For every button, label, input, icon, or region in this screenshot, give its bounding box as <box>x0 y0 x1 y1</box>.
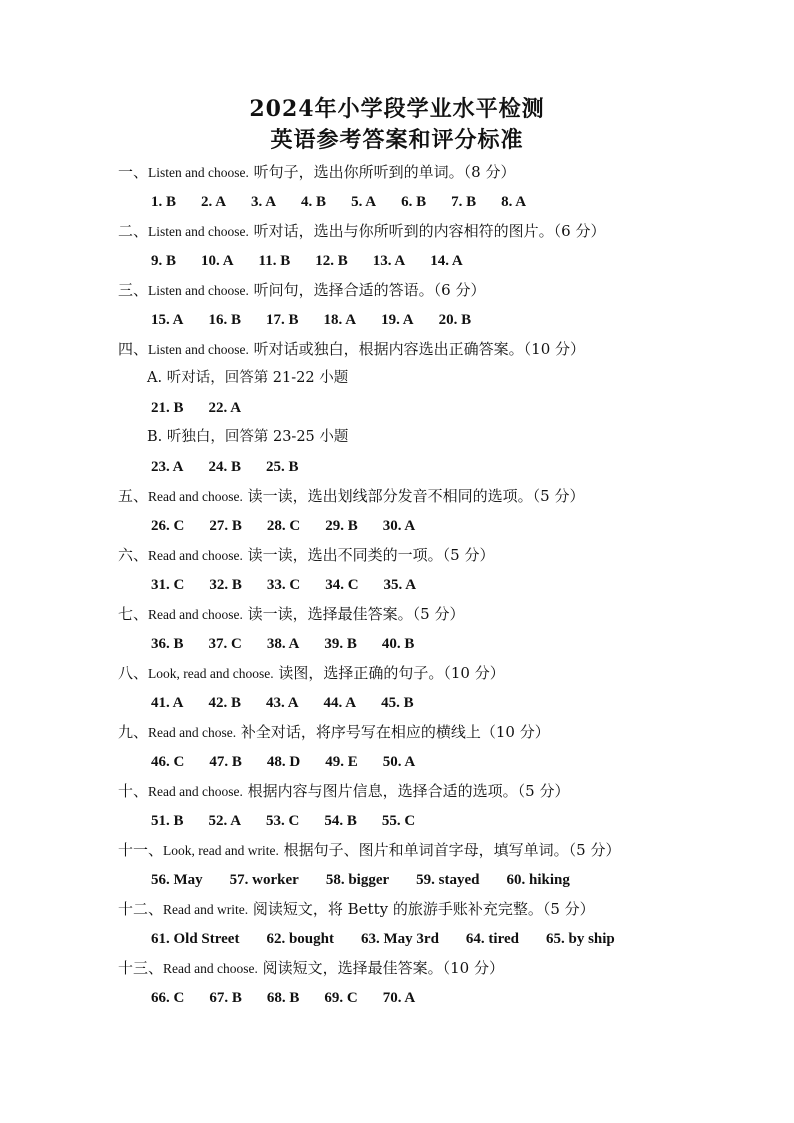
answer-item: 45. B <box>381 695 414 711</box>
section-instruction-zh: 听句子，选出你所听到的单词。（8 分） <box>253 163 516 181</box>
answer-item: 58. bigger <box>325 872 390 888</box>
answer-item: 9. B <box>151 253 177 269</box>
answer-item: 40. B <box>381 636 415 652</box>
section-instruction-en: Read and choose. <box>148 489 243 504</box>
section-instruction-en: Look, read and choose. <box>148 666 274 681</box>
answer-item: 1. B <box>151 194 177 210</box>
answer-item: 50. A <box>382 754 416 770</box>
section-heading <box>118 836 718 865</box>
answer-row <box>118 511 718 541</box>
answer-row <box>118 983 718 1013</box>
answer-item: 15. A <box>151 312 184 328</box>
section-instruction-zh: 根据内容与图片信息，选择合适的选项。（5 分） <box>247 782 570 800</box>
answer-item: 39. B <box>324 636 357 652</box>
answer-item: 53. C <box>266 813 300 829</box>
answer-item: 23. A <box>151 459 184 475</box>
section-heading <box>118 217 718 246</box>
section-number: 一、 <box>118 163 149 181</box>
answer-item: 54. B <box>324 813 357 829</box>
section-instruction-en: Listen and choose. <box>148 342 249 357</box>
answer-item: 49. E <box>325 754 358 770</box>
section-heading <box>118 895 718 924</box>
section-number: 十一、 <box>118 841 164 859</box>
answer-row <box>118 747 718 777</box>
answer-item: 66. C <box>151 990 185 1006</box>
answer-item: 34. C <box>325 577 359 593</box>
answer-row <box>118 924 718 954</box>
answer-row <box>118 305 718 335</box>
section-number: 三、 <box>118 281 149 299</box>
answer-item: 13. A <box>372 253 406 269</box>
answer-item: 42. B <box>208 695 242 711</box>
answer-item: 32. B <box>209 577 242 593</box>
answer-item: 10. A <box>201 253 234 269</box>
answer-item: 20. B <box>438 312 472 328</box>
subsection-heading: B. 听独白，回答第 23-25 小题 <box>147 429 349 445</box>
answer-item: 52. A <box>208 813 242 829</box>
section-instruction-en: Listen and choose. <box>148 283 249 298</box>
section-number: 十、 <box>118 782 149 800</box>
section-instruction-zh: 听对话或独白，根据内容选出正确答案。（10 分） <box>253 340 586 358</box>
section-number: 九、 <box>118 723 149 741</box>
answer-item: 19. A <box>381 312 414 328</box>
section-instruction-en: Read and write. <box>163 902 249 917</box>
section-number: 七、 <box>118 605 149 623</box>
answer-item: 3. A <box>251 194 277 210</box>
answer-row <box>118 865 718 895</box>
answer-item: 35. A <box>383 577 417 593</box>
section-heading <box>118 954 718 983</box>
section-instruction-zh: 读一读，选择最佳答案。（5 分） <box>247 605 465 623</box>
answer-row <box>118 629 718 659</box>
answer-item: 2. A <box>201 194 227 210</box>
answer-item: 12. B <box>315 253 348 269</box>
section-number: 八、 <box>118 664 149 682</box>
section-number: 五、 <box>118 487 149 505</box>
answer-item: 16. B <box>208 312 242 328</box>
answer-item: 67. B <box>209 990 242 1006</box>
answer-item: 69. C <box>324 990 358 1006</box>
answer-item: 62. bought <box>266 931 334 947</box>
answer-item: 8. A <box>501 194 527 210</box>
answer-item: 37. C <box>208 636 242 652</box>
answer-row <box>118 688 718 718</box>
subsection-heading: A. 听对话，回答第 21-22 小题 <box>147 370 349 386</box>
answer-item: 25. B <box>266 459 299 475</box>
section-heading <box>118 777 718 806</box>
answer-item: 64. tired <box>465 931 519 947</box>
section-heading <box>118 659 718 688</box>
answer-item: 65. by ship <box>545 931 615 947</box>
section-heading <box>118 600 718 629</box>
section-heading <box>118 335 718 364</box>
answer-item: 27. B <box>209 518 242 534</box>
answer-item: 41. A <box>151 695 184 711</box>
answer-item: 44. A <box>323 695 357 711</box>
answer-item: 7. B <box>451 194 477 210</box>
section-instruction-en: Read and choose. <box>163 961 258 976</box>
answer-item: 63. May 3rd <box>361 931 439 947</box>
answer-row <box>118 246 718 276</box>
section-heading <box>118 276 718 305</box>
answer-row <box>118 393 718 423</box>
answer-item: 70. A <box>382 990 416 1006</box>
section-instruction-en: Listen and choose. <box>148 165 249 180</box>
answer-item: 6. B <box>401 194 427 210</box>
section-heading <box>118 158 718 187</box>
answer-item: 38. A <box>266 636 300 652</box>
section-instruction-en: Read and chose. <box>148 725 237 740</box>
answer-row <box>118 806 718 836</box>
section-number: 四、 <box>118 340 149 358</box>
section-instruction-en: Look, read and write. <box>163 843 279 858</box>
section-instruction-zh: 读图，选择正确的句子。（10 分） <box>278 664 505 682</box>
section-number: 十三、 <box>118 959 164 977</box>
section-instruction-en: Read and choose. <box>148 548 243 563</box>
section-instruction-zh: 读一读，选出划线部分发音不相同的选项。（5 分） <box>247 487 585 505</box>
answer-sections <box>118 158 718 1013</box>
answer-item: 68. B <box>266 990 300 1006</box>
answer-item: 46. C <box>151 754 185 770</box>
section-number: 二、 <box>118 222 149 240</box>
page-subtitle: 英语参考答案和评分标准 <box>270 127 524 153</box>
answer-item: 30. A <box>382 518 416 534</box>
section-instruction-zh: 补全对话，将序号写在相应的横线上（10 分） <box>240 723 550 741</box>
answer-item: 55. C <box>381 813 416 829</box>
answer-item: 59. stayed <box>416 872 480 888</box>
answer-item: 43. A <box>266 695 299 711</box>
section-instruction-zh: 读一读，选出不同类的一项。（5 分） <box>247 546 495 564</box>
section-number: 十二、 <box>118 900 164 918</box>
answer-item: 48. D <box>266 754 301 770</box>
section-instruction-zh: 根据句子、图片和单词首字母，填写单词。（5 分） <box>283 841 621 859</box>
answer-row <box>118 452 718 482</box>
answer-item: 47. B <box>209 754 242 770</box>
section-instruction-zh: 阅读短文，选择最佳答案。（10 分） <box>262 959 504 977</box>
answer-item: 51. B <box>151 813 184 829</box>
answer-item: 31. C <box>151 577 185 593</box>
answer-item: 5. A <box>351 194 377 210</box>
answer-row <box>118 570 718 600</box>
section-instruction-en: Listen and choose. <box>148 224 249 239</box>
answer-item: 60. hiking <box>506 872 570 888</box>
answer-item: 36. B <box>151 636 184 652</box>
answer-item: 17. B <box>266 312 299 328</box>
section-number: 六、 <box>118 546 149 564</box>
answer-item: 24. B <box>208 459 242 475</box>
section-heading <box>118 541 718 570</box>
answer-item: 26. C <box>151 518 185 534</box>
answer-item: 28. C <box>266 518 301 534</box>
answer-item: 22. A <box>208 400 242 416</box>
answer-item: 14. A <box>430 253 463 269</box>
answer-row <box>118 187 718 217</box>
answer-item: 18. A <box>323 312 357 328</box>
section-heading <box>118 482 718 511</box>
section-instruction-zh: 听问句，选择合适的答语。（6 分） <box>253 281 486 299</box>
page-title: 2024年小学段学业水平检测 <box>249 96 545 122</box>
answer-item: 33. C <box>266 577 301 593</box>
answer-item: 11. B <box>258 253 291 269</box>
section-instruction-en: Read and choose. <box>148 607 243 622</box>
section-instruction-en: Read and choose. <box>148 784 243 799</box>
answer-item: 4. B <box>301 194 327 210</box>
answer-item: 29. B <box>325 518 358 534</box>
section-heading <box>118 718 718 747</box>
answer-item: 56. May <box>151 872 203 888</box>
answer-item: 57. worker <box>229 872 299 888</box>
answer-item: 61. Old Street <box>151 931 240 947</box>
answer-item: 21. B <box>151 400 184 416</box>
section-instruction-zh: 听对话，选出与你所听到的内容相符的图片。（6 分） <box>253 222 606 240</box>
section-instruction-zh: 阅读短文，将 Betty 的旅游手账补充完整。（5 分） <box>252 900 595 918</box>
